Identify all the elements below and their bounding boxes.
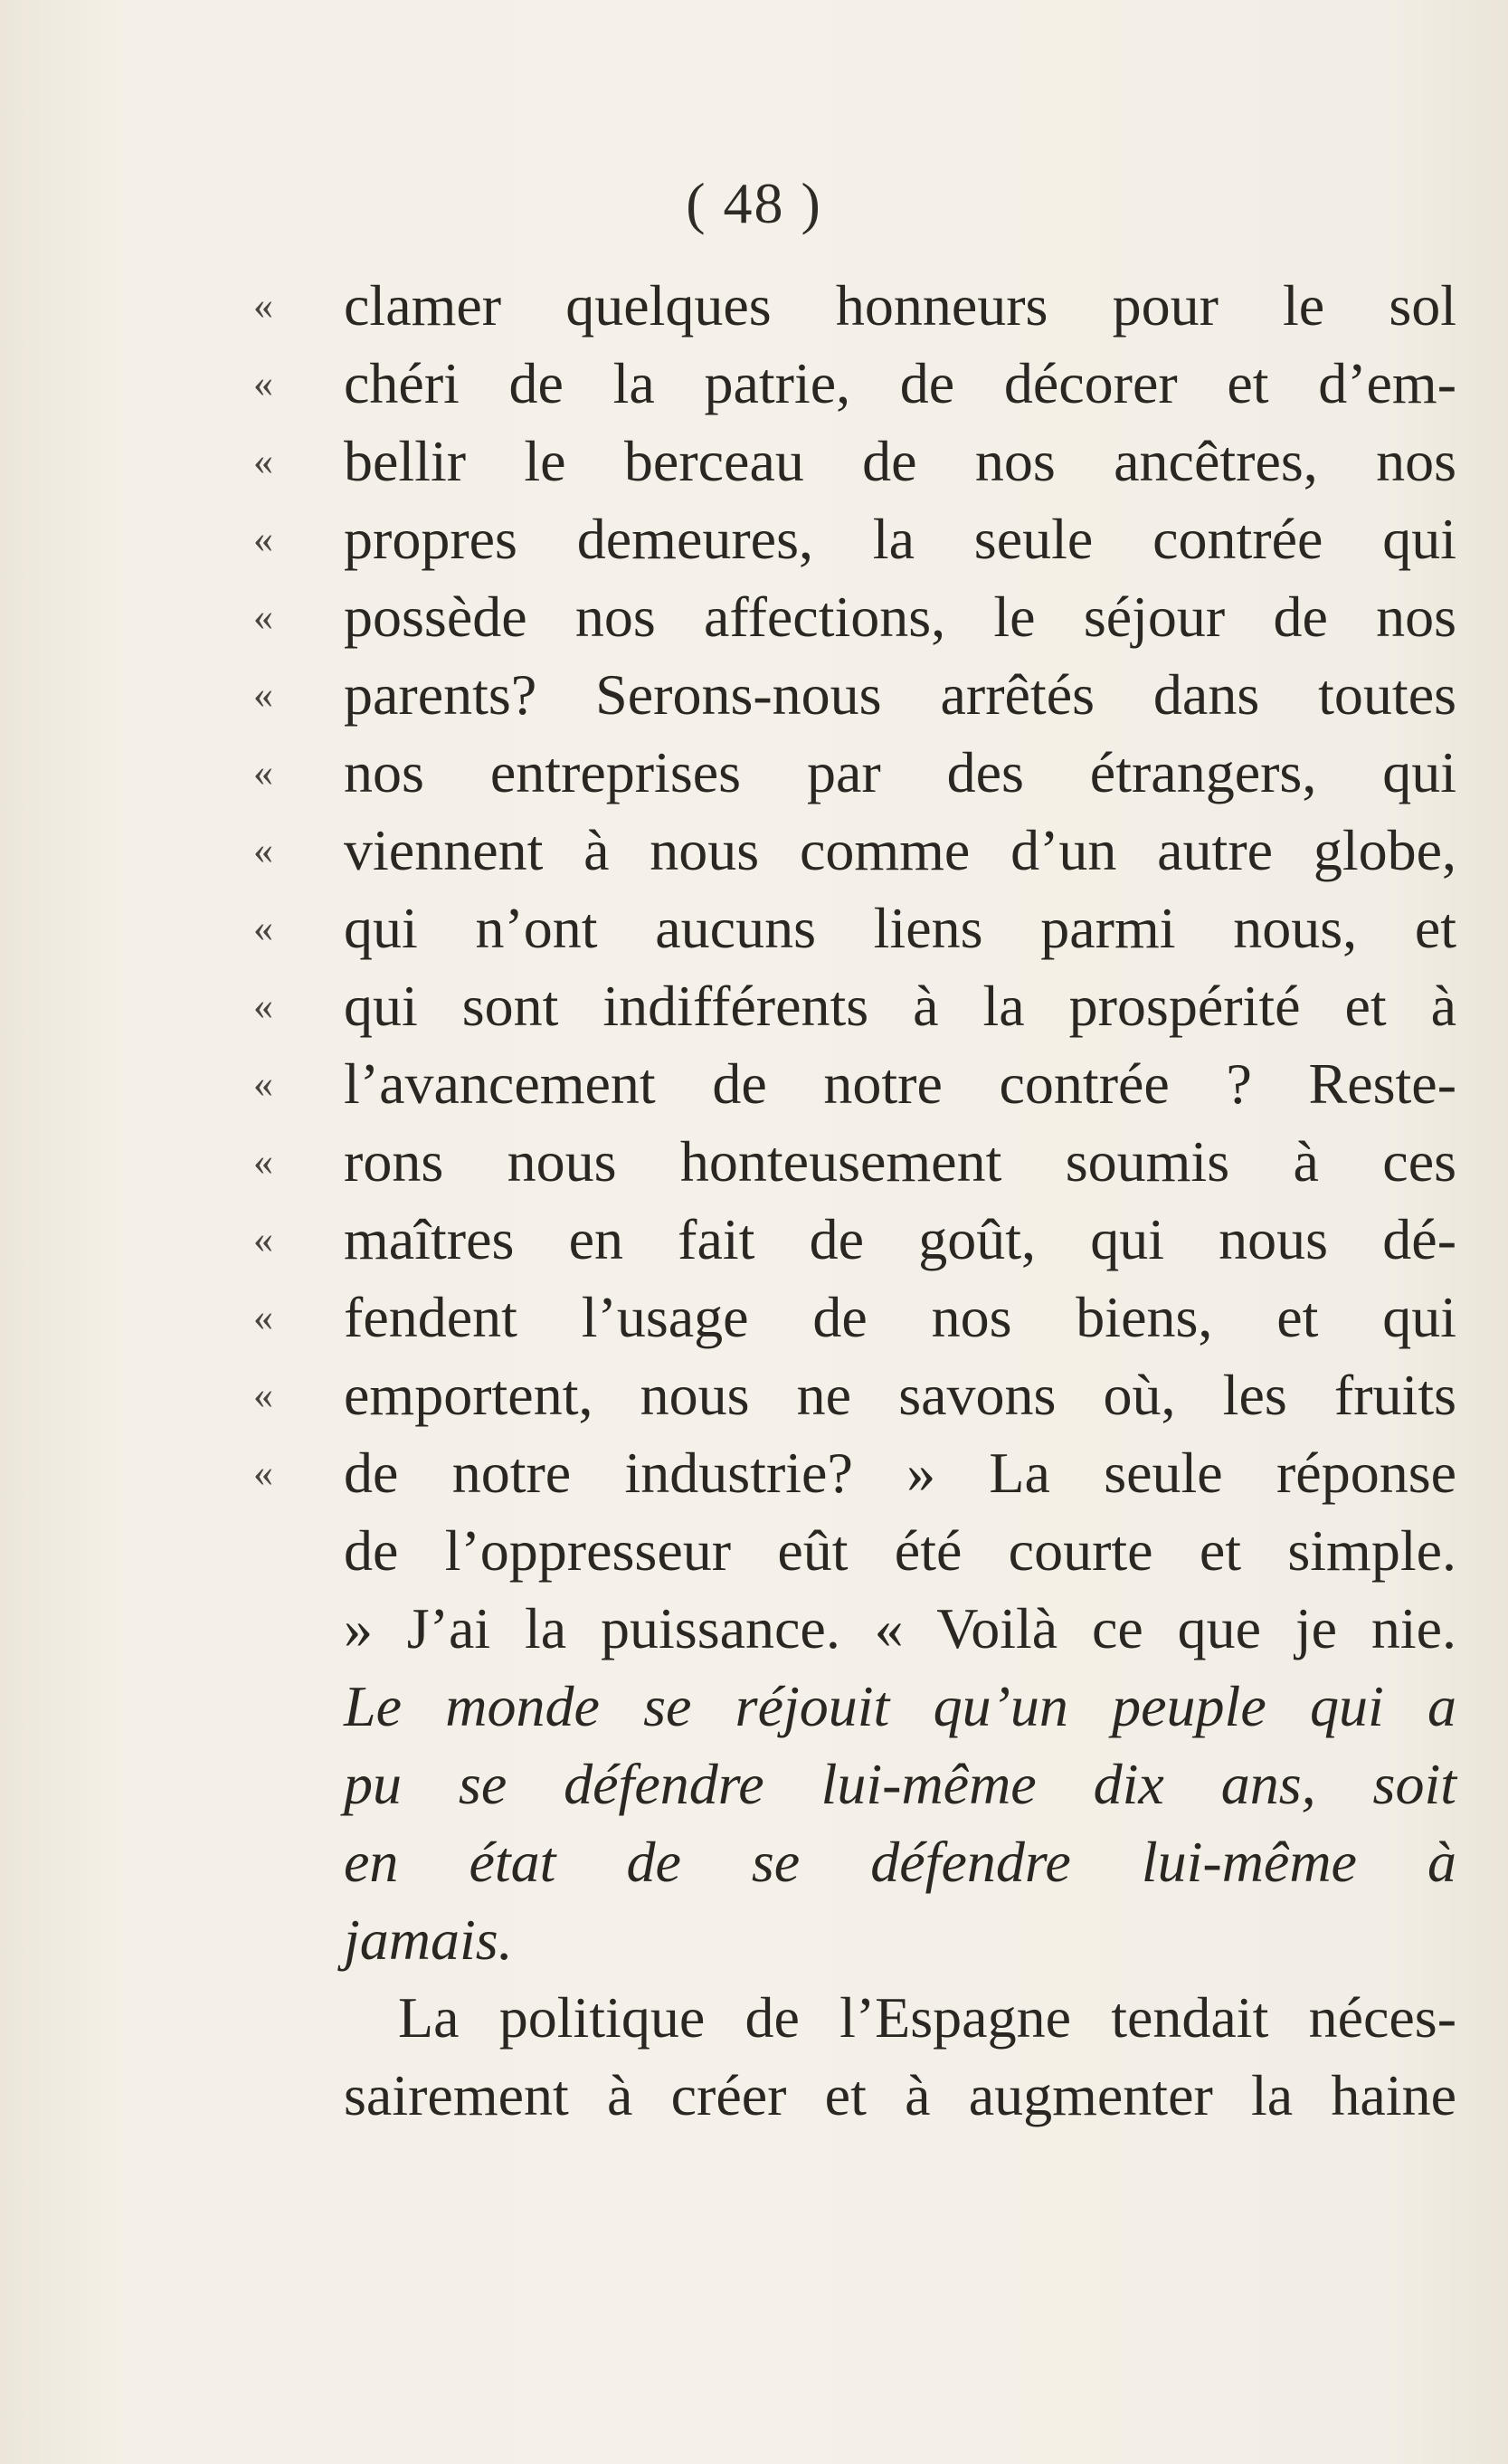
- quote-mark: «: [253, 906, 273, 950]
- text-line: [253, 500, 1456, 578]
- text-line: [253, 423, 1456, 500]
- line-text: pu se défendre lui-même dix ans, soit: [344, 1752, 1456, 1816]
- text-line: [253, 812, 1456, 890]
- text-line: [253, 890, 1456, 967]
- text-line: [344, 1590, 1456, 1668]
- line-text: rons nous honteusement soumis à ces: [344, 1129, 1456, 1194]
- line-text: clamer quelques honneurs pour le sol: [344, 273, 1456, 338]
- text-line: [344, 1746, 1456, 1823]
- line-text: maîtres en fait de goût, qui nous dé-: [344, 1207, 1456, 1271]
- line-text: sairement à créer et à augmenter la haine: [344, 2063, 1456, 2127]
- quote-mark: «: [253, 439, 273, 483]
- text-line: [253, 1123, 1456, 1201]
- text-line: [253, 656, 1456, 734]
- line-text: La politique de l’Espagne tendait néces-: [398, 1985, 1456, 2050]
- text-line: [253, 578, 1456, 656]
- quote-mark: «: [253, 1061, 273, 1106]
- line-text: emportent, nous ne savons où, les fruits: [344, 1363, 1456, 1427]
- line-text: l’avancement de notre contrée ? Reste-: [344, 1051, 1456, 1116]
- line-text: bellir le berceau de nos ancêtres, nos: [344, 429, 1456, 493]
- body-text: [253, 267, 1456, 2135]
- quote-mark: «: [253, 984, 273, 1028]
- text-line: [253, 1434, 1456, 1512]
- line-text: qui sont indifférents à la prospérité et à: [344, 974, 1456, 1038]
- line-text: parents? Serons-nous arrêtés dans toutes: [344, 662, 1456, 727]
- line-text: de l’oppresseur eût été courte et simple.: [344, 1518, 1456, 1583]
- quote-mark: «: [253, 828, 273, 872]
- quote-mark: «: [253, 672, 273, 717]
- line-text: viennent à nous comme d’un autre globe,: [344, 818, 1456, 882]
- line-text: » J’ai la puissance. « Voilà ce que je nie.: [344, 1596, 1456, 1660]
- quote-mark: «: [253, 1295, 273, 1339]
- text-line: [253, 734, 1456, 812]
- quote-mark: «: [253, 595, 273, 639]
- line-text: nos entreprises par des étrangers, qui: [344, 740, 1456, 804]
- line-text: en état de se défendre lui-même à: [344, 1830, 1456, 1894]
- quote-mark: «: [253, 361, 273, 405]
- text-line: [344, 1979, 1456, 2057]
- text-line: [253, 345, 1456, 423]
- page-number: ( 48 ): [686, 171, 822, 235]
- quote-mark: «: [253, 1451, 273, 1495]
- quote-mark: «: [253, 1373, 273, 1417]
- line-text: possède nos affections, le séjour de nos: [344, 585, 1456, 649]
- text-line: [253, 1045, 1456, 1123]
- quote-mark: «: [253, 517, 273, 561]
- text-line: [344, 1823, 1456, 1901]
- line-text: chéri de la patrie, de décorer et d’em-: [344, 351, 1456, 415]
- line-text: Le monde se réjouit qu’un peuple qui a: [344, 1674, 1456, 1738]
- line-text: jamais.: [344, 1907, 513, 1972]
- quote-mark: «: [253, 283, 273, 328]
- text-line: [253, 1356, 1456, 1434]
- quote-mark: «: [253, 750, 273, 794]
- text-line: [344, 1512, 1456, 1590]
- line-text: propres demeures, la seule contrée qui: [344, 507, 1456, 571]
- line-text: fendent l’usage de nos biens, et qui: [344, 1285, 1456, 1349]
- text-line: [344, 2057, 1456, 2135]
- quote-mark: «: [253, 1217, 273, 1261]
- text-line: [253, 967, 1456, 1045]
- text-line: [253, 267, 1456, 345]
- line-text: qui n’ont aucuns liens parmi nous, et: [344, 896, 1456, 960]
- quote-mark: «: [253, 1139, 273, 1184]
- line-text: de notre industrie? » La seule réponse: [344, 1441, 1456, 1505]
- text-line: [253, 1279, 1456, 1356]
- text-line: [344, 1901, 1456, 1979]
- text-line: [253, 1201, 1456, 1279]
- text-line: [344, 1668, 1456, 1746]
